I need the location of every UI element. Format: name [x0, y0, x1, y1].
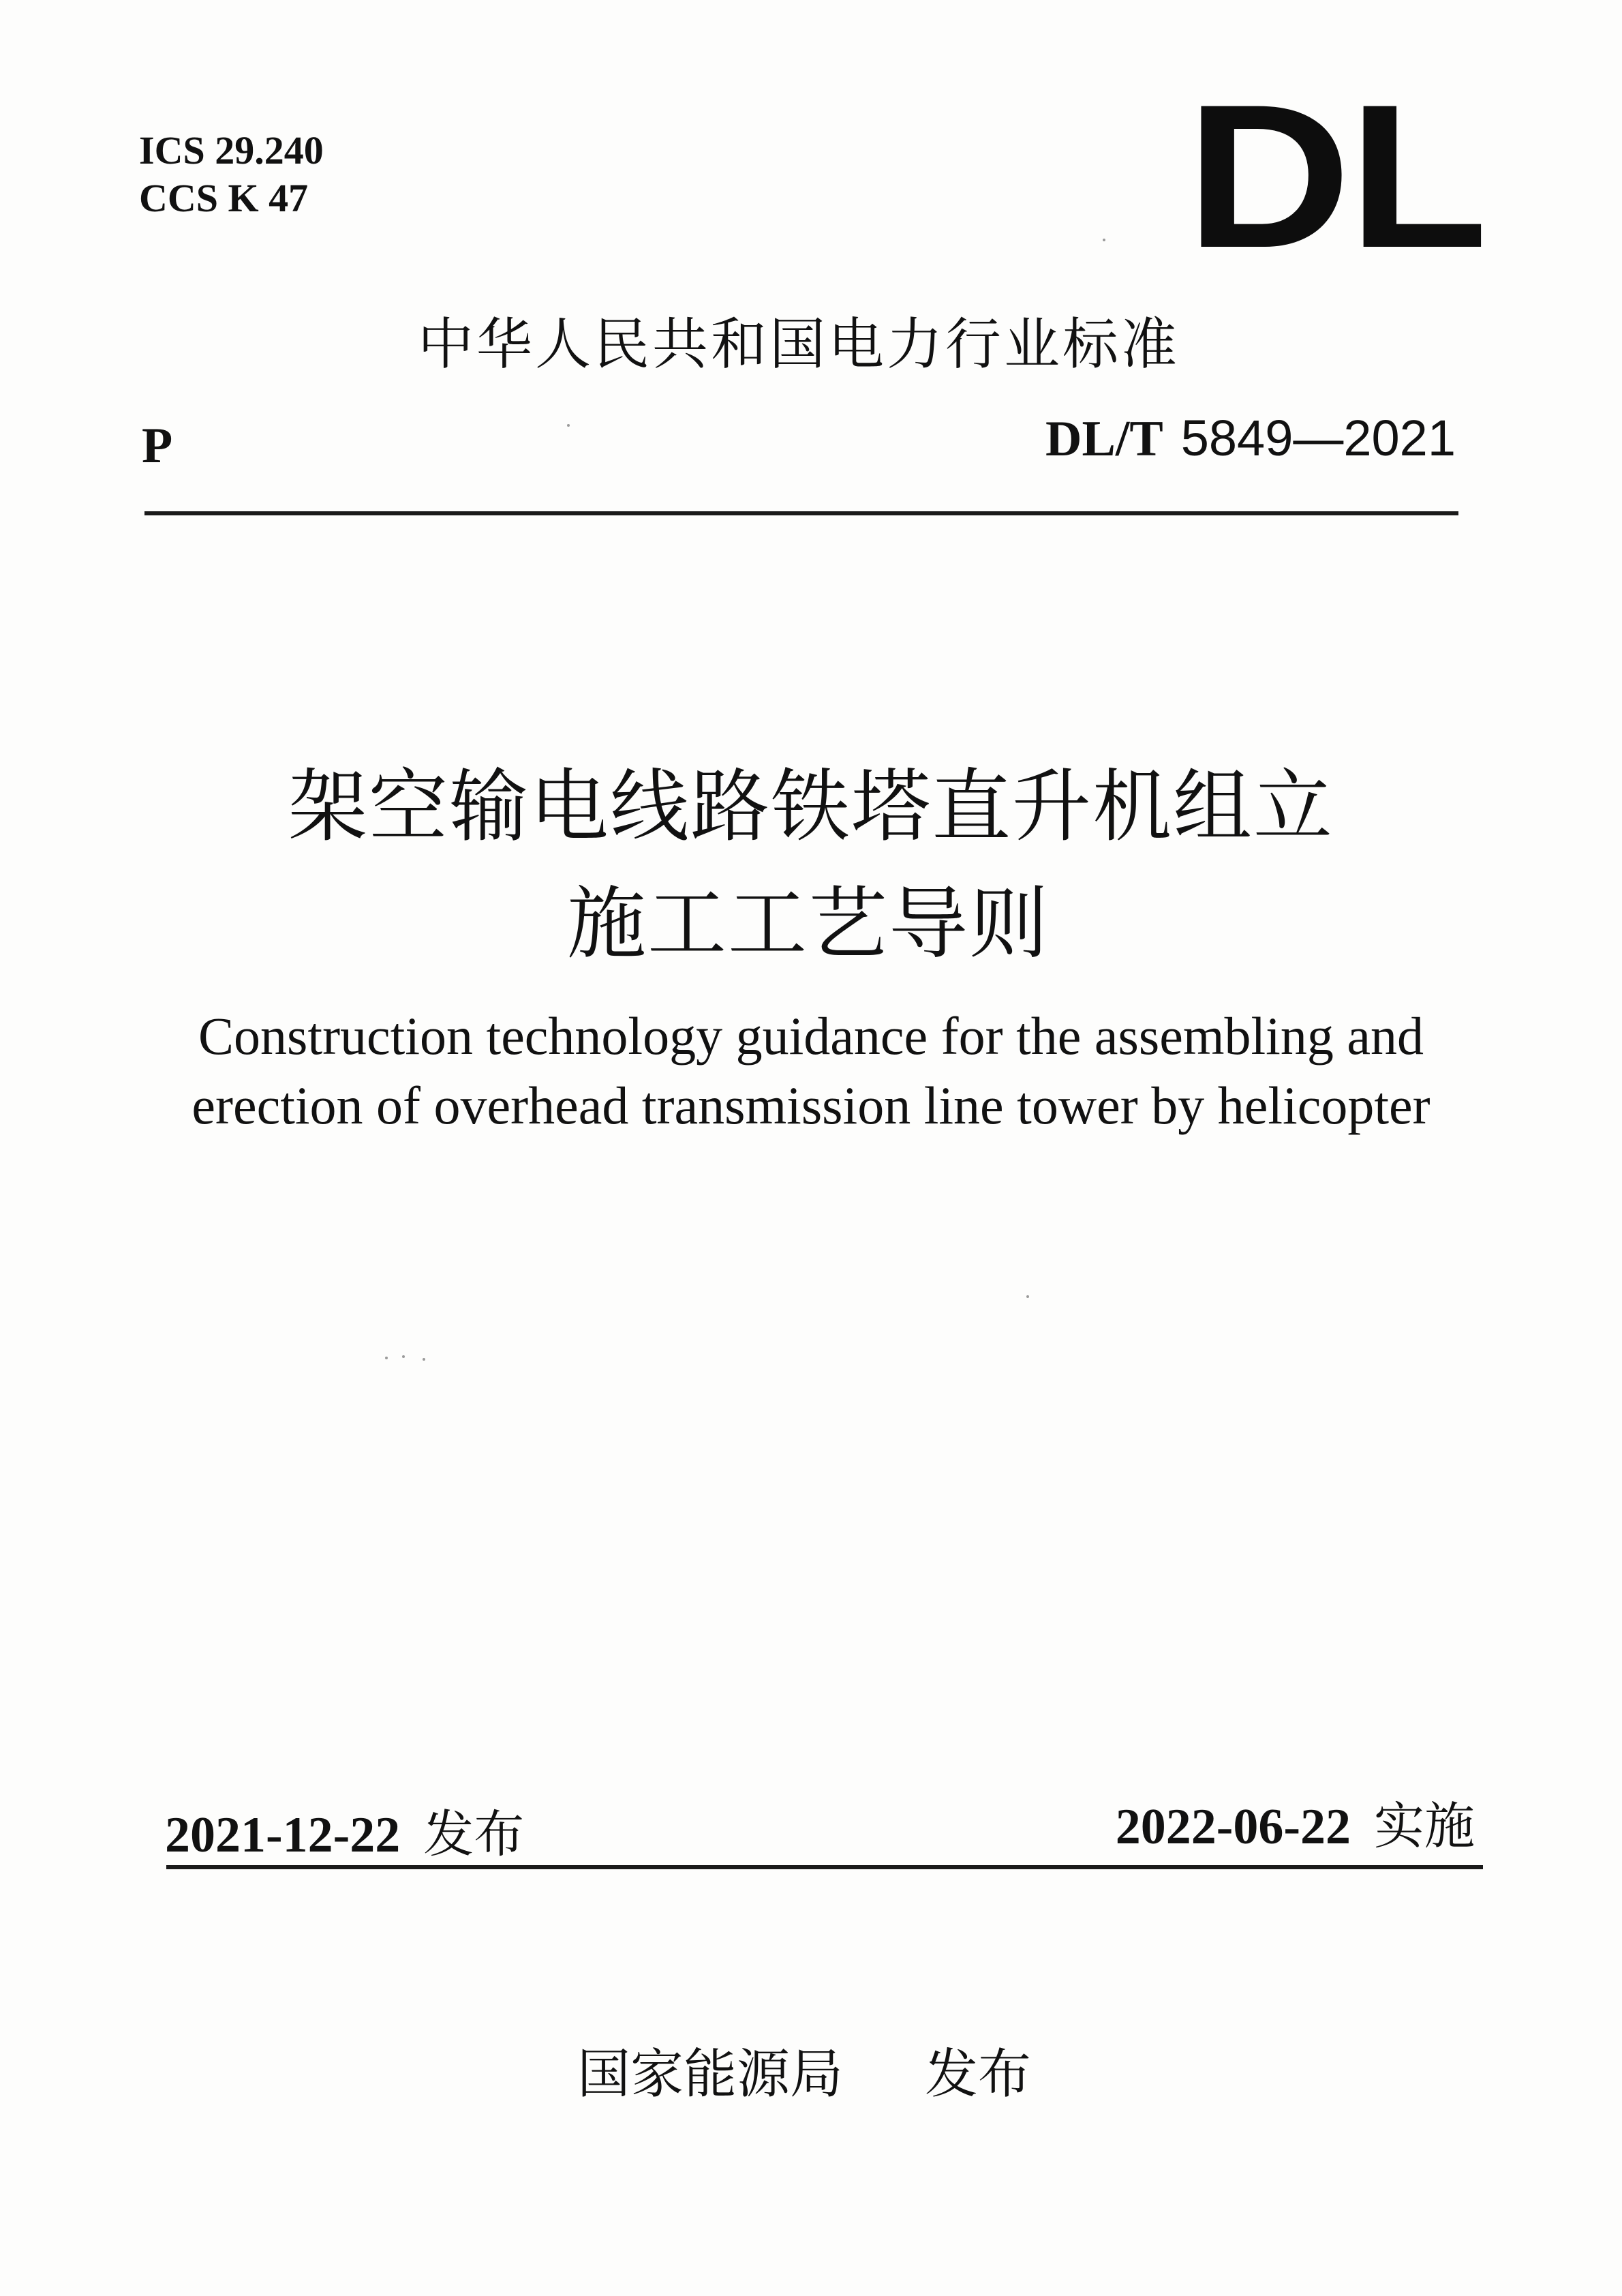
- dl-logo: DL: [1186, 61, 1485, 290]
- chinese-title-line-2-text: 施工工艺导则: [567, 878, 1050, 970]
- industry-standard-title: [0, 300, 1622, 380]
- effective-label: 实施: [1374, 1797, 1475, 1856]
- industry-standard-title-text: 中华人民共和国电力行业标准: [417, 312, 1180, 377]
- scan-speck: [1103, 239, 1105, 241]
- scan-speck: [423, 1358, 425, 1361]
- english-title-line-2: erection of overhead transmission line tower by helicopter: [192, 1076, 1430, 1135]
- scan-speck: [1026, 1295, 1029, 1298]
- scan-speck: [385, 1357, 388, 1359]
- header-divider: [144, 511, 1458, 515]
- publish-label: 发布: [423, 1805, 525, 1864]
- issuer-name: 国家能源局: [577, 2044, 843, 2105]
- chinese-title-line-1: 架空输电线路铁塔直升机组立: [288, 761, 1334, 853]
- publish-date-value: 2021-12-22: [165, 1807, 401, 1863]
- footer-divider: [166, 1865, 1483, 1869]
- issuer-line: [0, 2031, 1622, 2108]
- chinese-title-line-2: [0, 860, 1622, 974]
- scan-speck: [402, 1355, 405, 1358]
- publish-date: [165, 1794, 524, 1867]
- effective-date: [1116, 1786, 1475, 1858]
- standard-prefix: DL/T: [1045, 411, 1163, 467]
- scan-speck: [567, 424, 570, 427]
- standard-number: [1045, 409, 1456, 468]
- effective-date-value: 2022-06-22: [1115, 1799, 1351, 1855]
- english-title-line-1: Construction technology guidance for the assembling and: [198, 1006, 1424, 1066]
- standard-number-value: 5849—2021: [1180, 410, 1456, 466]
- classification-codes: [139, 127, 324, 222]
- ics-code: ICS 29.240: [139, 128, 324, 172]
- ccs-code: CCS K 47: [139, 176, 309, 220]
- issuer-action: 发布: [925, 2044, 1032, 2105]
- category-letter: P: [142, 418, 173, 474]
